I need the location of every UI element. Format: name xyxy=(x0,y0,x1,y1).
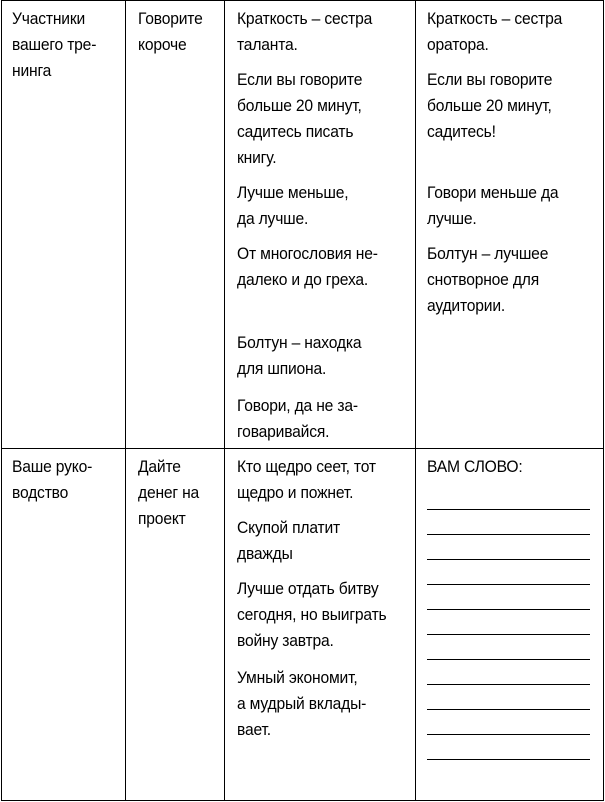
write-in-line[interactable] xyxy=(427,584,590,585)
write-in-line[interactable] xyxy=(427,534,590,535)
row1-proverb-2: Если вы говорите больше 20 минут, садитесь писать книгу. xyxy=(237,70,363,167)
row1-advice-cell: Говорите короче xyxy=(138,9,203,54)
row-divider xyxy=(1,448,604,449)
row2-proverb-3: Лучше отдать битву сегодня, но выиграть войну завтра. xyxy=(237,579,387,650)
row1-variant-2: Если вы говорите больше 20 минут, садитесь! xyxy=(427,70,553,141)
column-divider-3 xyxy=(415,0,416,801)
row1-proverb-5: Болтун – находка для шпиона. xyxy=(237,333,362,378)
column-divider-2 xyxy=(224,0,225,801)
row1-variant-3: Говори меньше да лучше. xyxy=(427,183,559,228)
row1-proverb-6: Говори, да не за- говаривайся. xyxy=(237,396,358,441)
row2-audience-cell: Ваше руко- водство xyxy=(12,457,93,502)
table-right-border xyxy=(603,0,604,801)
row1-audience-cell: Участники вашего тре- нинга xyxy=(12,9,97,80)
row2-advice-cell: Дайте денег на проект xyxy=(138,457,200,528)
write-in-line[interactable] xyxy=(427,559,590,560)
row1-variant-4: Болтун – лучшее снотворное для аудитории. xyxy=(427,244,549,315)
your-word-label: ВАМ СЛОВО: xyxy=(427,457,523,476)
write-in-line[interactable] xyxy=(427,759,590,760)
write-in-line[interactable] xyxy=(427,734,590,735)
row1-variant-1: Краткость – сестра оратора. xyxy=(427,9,563,54)
row1-proverb-4: От многословия не- далеко и до греха. xyxy=(237,244,378,289)
row2-proverb-1: Кто щедро сеет, тот щедро и пожнет. xyxy=(237,457,376,502)
row1-proverb-3: Лучше меньше, да лучше. xyxy=(237,183,349,228)
row2-proverb-2: Скупой платит дважды xyxy=(237,518,341,563)
write-in-line[interactable] xyxy=(427,609,590,610)
write-in-line[interactable] xyxy=(427,659,590,660)
row1-proverb-1: Краткость – сестра таланта. xyxy=(237,9,373,54)
column-divider-1 xyxy=(125,0,126,801)
write-in-line[interactable] xyxy=(427,634,590,635)
table-left-border xyxy=(1,0,2,801)
table-bottom-border xyxy=(1,800,604,801)
row2-proverb-4: Умный экономит, а мудрый вклады- вает. xyxy=(237,668,367,739)
write-in-line[interactable] xyxy=(427,709,590,710)
write-in-line[interactable] xyxy=(427,509,590,510)
write-in-line[interactable] xyxy=(427,684,590,685)
table-top-border xyxy=(1,0,604,1)
